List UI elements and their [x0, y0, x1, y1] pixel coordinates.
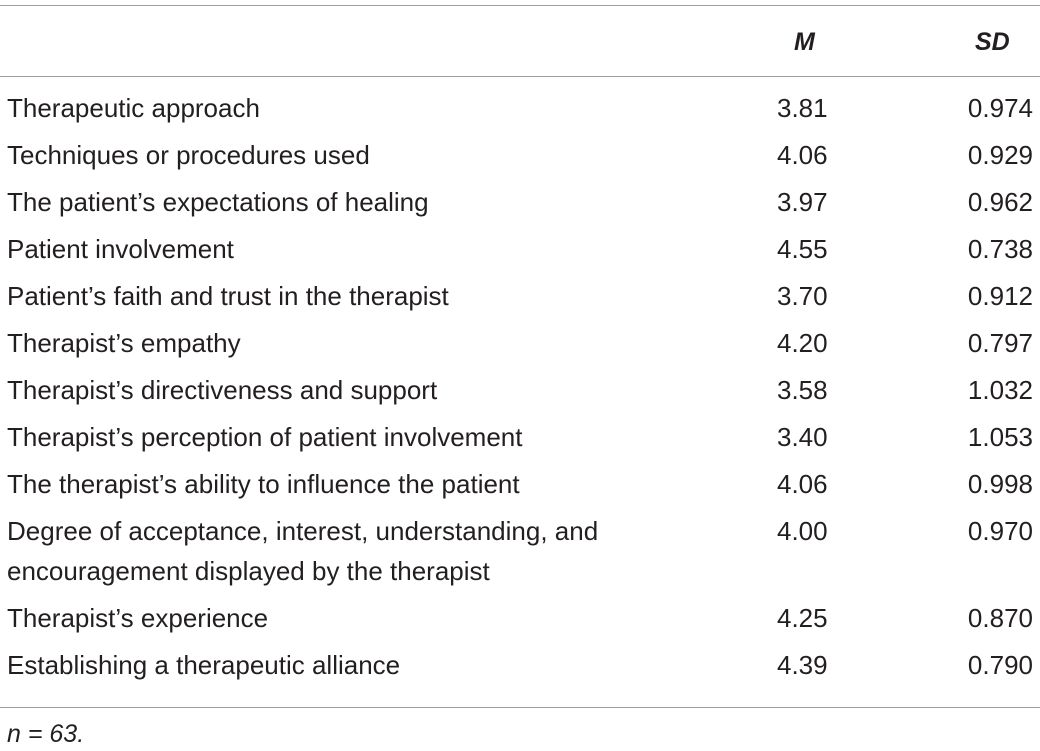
row-mean: 4.06: [777, 469, 828, 499]
row-label: Therapeutic approach: [7, 93, 260, 123]
table-body: [0, 88, 1040, 692]
row-label: Establishing a therapeutic alliance: [7, 650, 401, 680]
row-mean: 3.97: [777, 187, 828, 217]
table-row: [0, 135, 1040, 182]
row-mean: 4.00: [777, 516, 828, 546]
row-label-line-1: Degree of acceptance, interest, understanding, and: [7, 516, 599, 546]
table-row: [0, 182, 1040, 229]
row-label: Techniques or procedures used: [7, 140, 370, 170]
column-header-m: M: [794, 28, 815, 56]
row-sd: 0.870: [967, 603, 1033, 633]
table-row: [0, 323, 1040, 370]
table-row: [0, 645, 1040, 692]
row-label: [7, 511, 747, 591]
table-row: [0, 598, 1040, 645]
table-row: [0, 464, 1040, 511]
row-label-line-2: encouragement displayed by the therapist: [7, 556, 490, 586]
row-label: Therapist’s empathy: [7, 328, 241, 358]
table-row: [0, 417, 1040, 464]
row-label: Patient’s faith and trust in the therapist: [7, 281, 449, 311]
table-header-rule: [0, 76, 1040, 77]
row-mean: 3.40: [777, 422, 828, 452]
row-sd: 0.970: [967, 516, 1033, 546]
row-label: Therapist’s experience: [7, 603, 269, 633]
column-header-sd: SD: [975, 28, 1010, 56]
row-label: The patient’s expectations of healing: [7, 187, 429, 217]
row-sd: 1.053: [967, 422, 1033, 452]
row-mean: 3.70: [777, 281, 828, 311]
table-row: [0, 276, 1040, 323]
table-header-row: [0, 24, 1040, 60]
row-sd: 0.929: [967, 140, 1033, 170]
table-note: n = 63.: [7, 720, 85, 748]
row-sd: 0.962: [967, 187, 1033, 217]
row-label: Patient involvement: [7, 234, 234, 264]
row-mean: 4.20: [777, 328, 828, 358]
row-sd: 1.032: [967, 375, 1033, 405]
table-row: [0, 88, 1040, 135]
row-sd: 0.974: [967, 93, 1033, 123]
row-label: Therapist’s perception of patient involvement: [7, 422, 523, 452]
row-label: Therapist’s directiveness and support: [7, 375, 438, 405]
table-row: [0, 370, 1040, 417]
table-row: [0, 229, 1040, 276]
table-row: [0, 511, 1040, 598]
row-sd: 0.912: [967, 281, 1033, 311]
row-label: The therapist’s ability to influence the patient: [7, 469, 520, 499]
row-sd: 0.998: [967, 469, 1033, 499]
row-mean: 4.39: [777, 650, 828, 680]
table-bottom-rule: [0, 707, 1040, 708]
row-mean: 4.55: [777, 234, 828, 264]
table-top-rule: [0, 5, 1040, 6]
row-mean: 4.06: [777, 140, 828, 170]
row-sd: 0.738: [967, 234, 1033, 264]
row-sd: 0.790: [967, 650, 1033, 680]
row-mean: 3.58: [777, 375, 828, 405]
row-mean: 3.81: [777, 93, 828, 123]
row-mean: 4.25: [777, 603, 828, 633]
row-sd: 0.797: [967, 328, 1033, 358]
